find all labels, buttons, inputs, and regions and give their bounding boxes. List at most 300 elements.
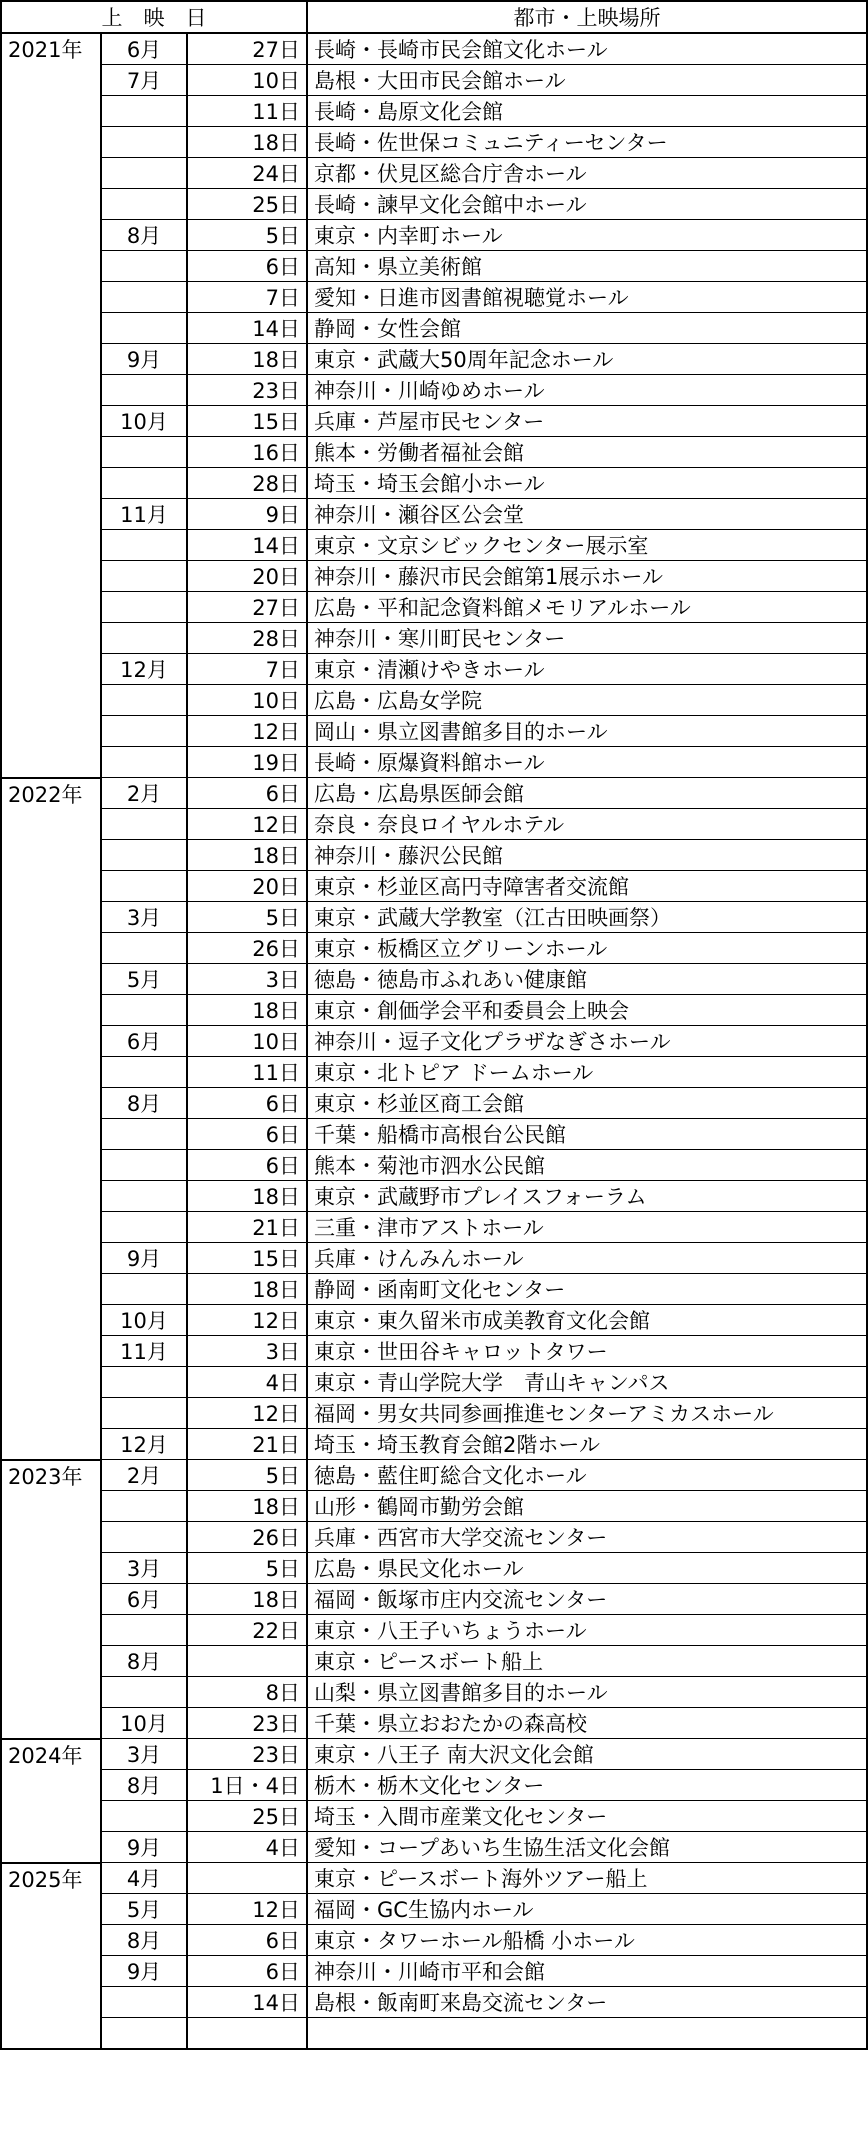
year-cell bbox=[1, 654, 101, 685]
venue-cell: 千葉・県立おおたかの森高校 bbox=[307, 1708, 867, 1739]
day-cell: 18日 bbox=[187, 1274, 307, 1305]
year-cell bbox=[1, 1956, 101, 1987]
day-cell: 18日 bbox=[187, 1181, 307, 1212]
month-cell bbox=[101, 1801, 187, 1832]
table-row bbox=[1, 778, 867, 809]
venue-cell: 長崎・諫早文化会館中ホール bbox=[307, 189, 867, 220]
table-row bbox=[1, 1243, 867, 1274]
year-cell bbox=[1, 561, 101, 592]
year-cell bbox=[1, 1212, 101, 1243]
day-cell: 28日 bbox=[187, 623, 307, 654]
year-cell bbox=[1, 189, 101, 220]
year-cell bbox=[1, 1491, 101, 1522]
year-cell bbox=[1, 840, 101, 871]
day-cell: 21日 bbox=[187, 1212, 307, 1243]
year-cell: 2022年 bbox=[1, 778, 101, 809]
venue-cell: 東京・ピースボート海外ツアー船上 bbox=[307, 1863, 867, 1894]
day-cell: 12日 bbox=[187, 1305, 307, 1336]
year-cell bbox=[1, 344, 101, 375]
month-cell bbox=[101, 561, 187, 592]
venue-cell: 埼玉・埼玉会館小ホール bbox=[307, 468, 867, 499]
month-cell: 10月 bbox=[101, 1708, 187, 1739]
day-cell: 5日 bbox=[187, 1460, 307, 1491]
day-cell: 18日 bbox=[187, 1584, 307, 1615]
year-cell bbox=[1, 1429, 101, 1460]
year-cell bbox=[1, 499, 101, 530]
month-cell: 7月 bbox=[101, 65, 187, 96]
month-cell: 6月 bbox=[101, 33, 187, 65]
venue-cell: 東京・北トピア ドームホール bbox=[307, 1057, 867, 1088]
table-row bbox=[1, 716, 867, 747]
day-cell bbox=[187, 1863, 307, 1894]
table-row bbox=[1, 1026, 867, 1057]
venue-cell: 福岡・飯塚市庄内交流センター bbox=[307, 1584, 867, 1615]
table-row bbox=[1, 871, 867, 902]
day-cell: 5日 bbox=[187, 1553, 307, 1584]
venue-cell: 東京・創価学会平和委員会上映会 bbox=[307, 995, 867, 1026]
year-cell bbox=[1, 1615, 101, 1646]
month-cell: 10月 bbox=[101, 406, 187, 437]
table-row bbox=[1, 1212, 867, 1243]
day-cell: 19日 bbox=[187, 747, 307, 778]
table-row bbox=[1, 1522, 867, 1553]
year-cell bbox=[1, 1150, 101, 1181]
table-row bbox=[1, 1429, 867, 1460]
venue-cell: 島根・飯南町来島交流センター bbox=[307, 1987, 867, 2018]
venue-cell: 神奈川・瀬谷区公会堂 bbox=[307, 499, 867, 530]
header-city-venue: 都市・上映場所 bbox=[307, 1, 867, 33]
table-row bbox=[1, 1708, 867, 1739]
month-cell: 8月 bbox=[101, 1646, 187, 1677]
venue-cell: 神奈川・藤沢公民館 bbox=[307, 840, 867, 871]
day-cell: 4日 bbox=[187, 1832, 307, 1863]
day-cell: 6日 bbox=[187, 1956, 307, 1987]
venue-cell: 愛知・日進市図書館視聴覚ホール bbox=[307, 282, 867, 313]
year-cell: 2024年 bbox=[1, 1739, 101, 1770]
month-cell: 8月 bbox=[101, 1770, 187, 1801]
table-row bbox=[1, 964, 867, 995]
day-cell: 18日 bbox=[187, 1491, 307, 1522]
table-row bbox=[1, 1336, 867, 1367]
venue-cell: 神奈川・川崎ゆめホール bbox=[307, 375, 867, 406]
venue-cell: 兵庫・けんみんホール bbox=[307, 1243, 867, 1274]
venue-cell: 東京・八王子いちょうホール bbox=[307, 1615, 867, 1646]
year-cell bbox=[1, 1243, 101, 1274]
table-row bbox=[1, 158, 867, 189]
month-cell bbox=[101, 592, 187, 623]
day-cell: 21日 bbox=[187, 1429, 307, 1460]
table-row bbox=[1, 1305, 867, 1336]
venue-cell: 奈良・奈良ロイヤルホテル bbox=[307, 809, 867, 840]
year-cell bbox=[1, 964, 101, 995]
table-row bbox=[1, 1367, 867, 1398]
year-cell bbox=[1, 685, 101, 716]
day-cell: 12日 bbox=[187, 1894, 307, 1925]
month-cell bbox=[101, 1677, 187, 1708]
year-cell bbox=[1, 1119, 101, 1150]
table-row bbox=[1, 375, 867, 406]
day-cell: 14日 bbox=[187, 530, 307, 561]
day-cell: 20日 bbox=[187, 871, 307, 902]
month-cell bbox=[101, 933, 187, 964]
year-cell bbox=[1, 1274, 101, 1305]
table-row bbox=[1, 406, 867, 437]
table-row bbox=[1, 313, 867, 344]
month-cell bbox=[101, 685, 187, 716]
day-cell: 20日 bbox=[187, 561, 307, 592]
month-cell: 12月 bbox=[101, 1429, 187, 1460]
month-cell: 9月 bbox=[101, 344, 187, 375]
venue-cell: 広島・平和記念資料館メモリアルホール bbox=[307, 592, 867, 623]
year-cell bbox=[1, 623, 101, 654]
table-row bbox=[1, 1832, 867, 1863]
header-screening-date: 上 映 日 bbox=[1, 1, 307, 33]
month-cell: 11月 bbox=[101, 1336, 187, 1367]
day-cell: 22日 bbox=[187, 1615, 307, 1646]
day-cell: 14日 bbox=[187, 313, 307, 344]
month-cell: 9月 bbox=[101, 1956, 187, 1987]
month-cell bbox=[101, 251, 187, 282]
table-row bbox=[1, 499, 867, 530]
table-row bbox=[1, 840, 867, 871]
year-cell bbox=[1, 1677, 101, 1708]
venue-cell: 東京・清瀬けやきホール bbox=[307, 654, 867, 685]
day-cell: 6日 bbox=[187, 1925, 307, 1956]
month-cell: 9月 bbox=[101, 1243, 187, 1274]
year-cell bbox=[1, 902, 101, 933]
year-cell bbox=[1, 1181, 101, 1212]
month-cell: 10月 bbox=[101, 1305, 187, 1336]
day-cell: 24日 bbox=[187, 158, 307, 189]
venue-cell: 神奈川・寒川町民センター bbox=[307, 623, 867, 654]
venue-cell: 兵庫・西宮市大学交流センター bbox=[307, 1522, 867, 1553]
venue-cell: 東京・文京シビックセンター展示室 bbox=[307, 530, 867, 561]
venue-cell: 東京・八王子 南大沢文化会館 bbox=[307, 1739, 867, 1770]
venue-cell: 神奈川・川崎市平和会館 bbox=[307, 1956, 867, 1987]
day-cell: 11日 bbox=[187, 96, 307, 127]
table-row bbox=[1, 902, 867, 933]
day-cell: 4日 bbox=[187, 1367, 307, 1398]
day-cell: 15日 bbox=[187, 406, 307, 437]
table-row bbox=[1, 437, 867, 468]
day-cell: 1日・4日 bbox=[187, 1770, 307, 1801]
table-row bbox=[1, 220, 867, 251]
venue-cell: 静岡・女性会館 bbox=[307, 313, 867, 344]
day-cell: 23日 bbox=[187, 375, 307, 406]
day-cell: 18日 bbox=[187, 995, 307, 1026]
table-row bbox=[1, 1863, 867, 1894]
year-cell bbox=[1, 1708, 101, 1739]
month-cell: 11月 bbox=[101, 499, 187, 530]
venue-cell: 徳島・徳島市ふれあい健康館 bbox=[307, 964, 867, 995]
venue-cell: 広島・広島県医師会館 bbox=[307, 778, 867, 809]
table-row bbox=[1, 747, 867, 778]
table-row bbox=[1, 1677, 867, 1708]
venue-cell: 東京・武蔵大学教室（江古田映画祭） bbox=[307, 902, 867, 933]
day-cell: 12日 bbox=[187, 1398, 307, 1429]
month-cell: 8月 bbox=[101, 1925, 187, 1956]
year-cell bbox=[1, 592, 101, 623]
day-cell: 6日 bbox=[187, 778, 307, 809]
venue-cell: 東京・板橋区立グリーンホール bbox=[307, 933, 867, 964]
day-cell: 27日 bbox=[187, 592, 307, 623]
day-cell: 25日 bbox=[187, 1801, 307, 1832]
month-cell: 6月 bbox=[101, 1584, 187, 1615]
year-cell bbox=[1, 1522, 101, 1553]
table-row bbox=[1, 1770, 867, 1801]
day-cell: 14日 bbox=[187, 1987, 307, 2018]
table-row bbox=[1, 1956, 867, 1987]
year-cell: 2025年 bbox=[1, 1863, 101, 1894]
table-row bbox=[1, 1398, 867, 1429]
month-cell: 3月 bbox=[101, 902, 187, 933]
day-cell: 6日 bbox=[187, 1119, 307, 1150]
day-cell: 6日 bbox=[187, 1150, 307, 1181]
month-cell bbox=[101, 623, 187, 654]
table-row bbox=[1, 2018, 867, 2049]
venue-cell: 福岡・男女共同参画推進センターアミカスホール bbox=[307, 1398, 867, 1429]
day-cell: 18日 bbox=[187, 344, 307, 375]
month-cell bbox=[101, 1057, 187, 1088]
month-cell bbox=[101, 468, 187, 499]
table-row bbox=[1, 809, 867, 840]
year-cell bbox=[1, 251, 101, 282]
year-cell: 2021年 bbox=[1, 33, 101, 65]
table-row bbox=[1, 530, 867, 561]
month-cell bbox=[101, 2018, 187, 2049]
venue-cell: 東京・ピースボート船上 bbox=[307, 1646, 867, 1677]
table-row bbox=[1, 1987, 867, 2018]
table-row bbox=[1, 933, 867, 964]
year-cell bbox=[1, 1305, 101, 1336]
table-row bbox=[1, 1739, 867, 1770]
venue-cell: 高知・県立美術館 bbox=[307, 251, 867, 282]
table-row bbox=[1, 1460, 867, 1491]
venue-cell: 東京・杉並区商工会館 bbox=[307, 1088, 867, 1119]
table-row bbox=[1, 1894, 867, 1925]
year-cell bbox=[1, 1057, 101, 1088]
venue-cell: 東京・内幸町ホール bbox=[307, 220, 867, 251]
year-cell bbox=[1, 1088, 101, 1119]
day-cell: 6日 bbox=[187, 1088, 307, 1119]
year-cell bbox=[1, 995, 101, 1026]
month-cell: 5月 bbox=[101, 964, 187, 995]
month-cell: 2月 bbox=[101, 778, 187, 809]
day-cell bbox=[187, 2018, 307, 2049]
year-cell bbox=[1, 933, 101, 964]
day-cell: 7日 bbox=[187, 282, 307, 313]
month-cell bbox=[101, 1522, 187, 1553]
year-cell bbox=[1, 1336, 101, 1367]
year-cell bbox=[1, 1832, 101, 1863]
day-cell: 10日 bbox=[187, 685, 307, 716]
venue-cell: 福岡・GC生協内ホール bbox=[307, 1894, 867, 1925]
day-cell: 6日 bbox=[187, 251, 307, 282]
year-cell bbox=[1, 282, 101, 313]
year-cell bbox=[1, 1987, 101, 2018]
year-cell bbox=[1, 437, 101, 468]
day-cell bbox=[187, 1646, 307, 1677]
year-cell: 2023年 bbox=[1, 1460, 101, 1491]
month-cell: 2月 bbox=[101, 1460, 187, 1491]
month-cell bbox=[101, 1150, 187, 1181]
table-row bbox=[1, 654, 867, 685]
table-row bbox=[1, 96, 867, 127]
month-cell: 4月 bbox=[101, 1863, 187, 1894]
month-cell bbox=[101, 1274, 187, 1305]
venue-cell: 栃木・栃木文化センター bbox=[307, 1770, 867, 1801]
venue-cell: 兵庫・芦屋市民センター bbox=[307, 406, 867, 437]
schedule-rows bbox=[1, 33, 867, 2049]
year-cell bbox=[1, 468, 101, 499]
venue-cell: 広島・県民文化ホール bbox=[307, 1553, 867, 1584]
year-cell bbox=[1, 313, 101, 344]
venue-cell: 東京・青山学院大学 青山キャンパス bbox=[307, 1367, 867, 1398]
month-cell bbox=[101, 127, 187, 158]
venue-cell: 東京・武蔵野市プレイスフォーラム bbox=[307, 1181, 867, 1212]
month-cell: 12月 bbox=[101, 654, 187, 685]
day-cell: 5日 bbox=[187, 220, 307, 251]
day-cell: 12日 bbox=[187, 809, 307, 840]
month-cell: 3月 bbox=[101, 1739, 187, 1770]
year-cell bbox=[1, 1553, 101, 1584]
day-cell: 16日 bbox=[187, 437, 307, 468]
year-cell bbox=[1, 2018, 101, 2049]
month-cell bbox=[101, 96, 187, 127]
day-cell: 3日 bbox=[187, 1336, 307, 1367]
year-cell bbox=[1, 1801, 101, 1832]
table-row bbox=[1, 344, 867, 375]
table-row bbox=[1, 189, 867, 220]
month-cell bbox=[101, 1398, 187, 1429]
venue-cell: 千葉・船橋市高根台公民館 bbox=[307, 1119, 867, 1150]
venue-cell: 東京・タワーホール船橋 小ホール bbox=[307, 1925, 867, 1956]
day-cell: 25日 bbox=[187, 189, 307, 220]
year-cell bbox=[1, 127, 101, 158]
day-cell: 23日 bbox=[187, 1708, 307, 1739]
venue-cell: 岡山・県立図書館多目的ホール bbox=[307, 716, 867, 747]
day-cell: 10日 bbox=[187, 1026, 307, 1057]
month-cell bbox=[101, 1119, 187, 1150]
month-cell bbox=[101, 747, 187, 778]
year-cell bbox=[1, 530, 101, 561]
day-cell: 5日 bbox=[187, 902, 307, 933]
venue-cell: 神奈川・逗子文化プラザなぎさホール bbox=[307, 1026, 867, 1057]
table-row bbox=[1, 1925, 867, 1956]
venue-cell: 島根・大田市民会館ホール bbox=[307, 65, 867, 96]
month-cell bbox=[101, 375, 187, 406]
day-cell: 18日 bbox=[187, 840, 307, 871]
table-row bbox=[1, 33, 867, 65]
month-cell bbox=[101, 840, 187, 871]
day-cell: 18日 bbox=[187, 127, 307, 158]
day-cell: 26日 bbox=[187, 1522, 307, 1553]
table-row bbox=[1, 592, 867, 623]
year-cell bbox=[1, 809, 101, 840]
year-cell bbox=[1, 716, 101, 747]
venue-cell: 京都・伏見区総合庁舎ホール bbox=[307, 158, 867, 189]
year-cell bbox=[1, 65, 101, 96]
table-row bbox=[1, 1646, 867, 1677]
month-cell bbox=[101, 1615, 187, 1646]
month-cell bbox=[101, 995, 187, 1026]
month-cell bbox=[101, 282, 187, 313]
month-cell bbox=[101, 1212, 187, 1243]
year-cell bbox=[1, 220, 101, 251]
year-cell bbox=[1, 406, 101, 437]
month-cell bbox=[101, 530, 187, 561]
year-cell bbox=[1, 1894, 101, 1925]
day-cell: 12日 bbox=[187, 716, 307, 747]
table-row bbox=[1, 65, 867, 96]
venue-cell: 長崎・原爆資料館ホール bbox=[307, 747, 867, 778]
year-cell bbox=[1, 1646, 101, 1677]
table-row bbox=[1, 1119, 867, 1150]
table-row bbox=[1, 127, 867, 158]
month-cell: 5月 bbox=[101, 1894, 187, 1925]
year-cell bbox=[1, 1367, 101, 1398]
day-cell: 3日 bbox=[187, 964, 307, 995]
year-cell bbox=[1, 96, 101, 127]
month-cell: 8月 bbox=[101, 1088, 187, 1119]
day-cell: 15日 bbox=[187, 1243, 307, 1274]
year-cell bbox=[1, 747, 101, 778]
venue-cell: 埼玉・入間市産業文化センター bbox=[307, 1801, 867, 1832]
venue-cell: 熊本・菊池市泗水公民館 bbox=[307, 1150, 867, 1181]
venue-cell: 三重・津市アストホール bbox=[307, 1212, 867, 1243]
header-row bbox=[1, 1, 867, 33]
year-cell bbox=[1, 1925, 101, 1956]
day-cell: 27日 bbox=[187, 33, 307, 65]
venue-cell: 埼玉・埼玉教育会館2階ホール bbox=[307, 1429, 867, 1460]
table-row bbox=[1, 1088, 867, 1119]
month-cell bbox=[101, 158, 187, 189]
month-cell bbox=[101, 313, 187, 344]
venue-cell: 神奈川・藤沢市民会館第1展示ホール bbox=[307, 561, 867, 592]
venue-cell: 東京・杉並区高円寺障害者交流館 bbox=[307, 871, 867, 902]
month-cell: 9月 bbox=[101, 1832, 187, 1863]
day-cell: 26日 bbox=[187, 933, 307, 964]
table-row bbox=[1, 1274, 867, 1305]
day-cell: 11日 bbox=[187, 1057, 307, 1088]
month-cell bbox=[101, 189, 187, 220]
venue-cell bbox=[307, 2018, 867, 2049]
month-cell bbox=[101, 1367, 187, 1398]
venue-cell: 長崎・島原文化会館 bbox=[307, 96, 867, 127]
table-row bbox=[1, 282, 867, 313]
month-cell bbox=[101, 437, 187, 468]
month-cell bbox=[101, 1181, 187, 1212]
month-cell bbox=[101, 716, 187, 747]
table-row bbox=[1, 251, 867, 282]
venue-cell: 東京・東久留米市成美教育文化会館 bbox=[307, 1305, 867, 1336]
table-row bbox=[1, 623, 867, 654]
table-row bbox=[1, 995, 867, 1026]
year-cell bbox=[1, 1026, 101, 1057]
month-cell bbox=[101, 1491, 187, 1522]
month-cell: 3月 bbox=[101, 1553, 187, 1584]
month-cell bbox=[101, 871, 187, 902]
day-cell: 10日 bbox=[187, 65, 307, 96]
table-row bbox=[1, 1553, 867, 1584]
table-row bbox=[1, 1801, 867, 1832]
venue-cell: 長崎・長崎市民会館文化ホール bbox=[307, 33, 867, 65]
table-row bbox=[1, 1057, 867, 1088]
month-cell: 6月 bbox=[101, 1026, 187, 1057]
month-cell: 8月 bbox=[101, 220, 187, 251]
venue-cell: 山梨・県立図書館多目的ホール bbox=[307, 1677, 867, 1708]
venue-cell: 熊本・労働者福祉会館 bbox=[307, 437, 867, 468]
